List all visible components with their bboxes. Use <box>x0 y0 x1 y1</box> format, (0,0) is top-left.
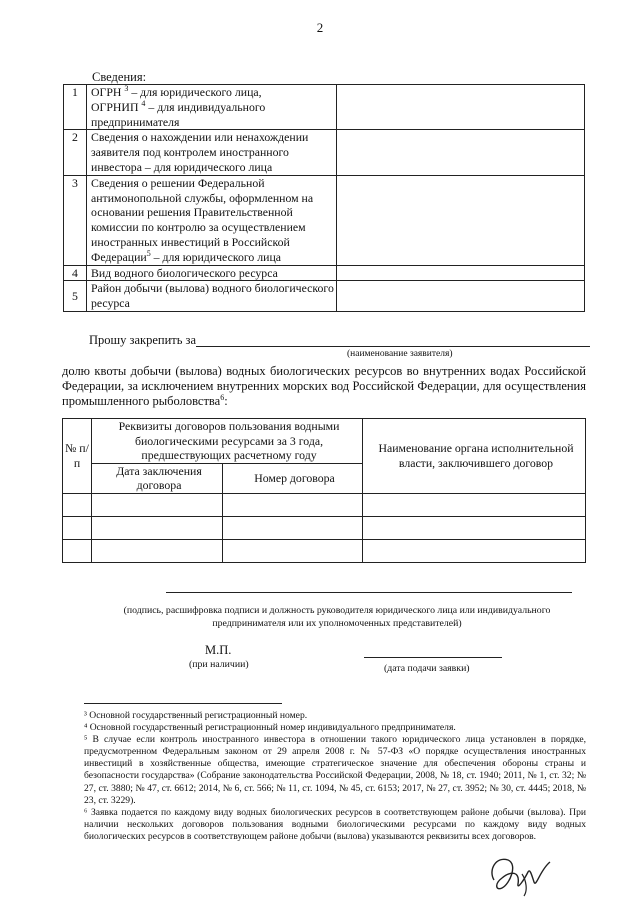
footnote-rule <box>84 703 282 704</box>
row-number: 5 <box>64 281 87 312</box>
mp-label: М.П. <box>205 643 232 657</box>
table-row <box>63 539 586 562</box>
row-value-cell[interactable] <box>337 265 585 281</box>
row-description: Сведения о решении Федеральной антимонопольной службы, оформленном на основании решения Правительственной комиссии по контролю за осуществлением иностранных инвестиций в Российской Федерации$^5$ – для юридического лица <box>87 175 337 265</box>
col-date-header: Дата заключения договора <box>92 463 223 493</box>
footnote: ⁵ В случае если контроль иностранного инвестора в отношении такого юридического лица установлен в порядке, предусмотренном Федеральным законом от 29 апреля 2008 г. № 57-ФЗ «О порядке осуществления иностранных инвестиций в хозяйственные общества, имеющие стратегическое значение для обеспечения обороны страны и безопасности государства» (Собрание законодательства Российской Федерации, 2008, № 18, ст. 1940; 2011, № 1, ст. 32; № 27, ст. 3880; № 47, ст. 6612; 2014, № 6, ст. 566; № 11, ст. 1094, № 45, ст. 6153; 2017, № 27, ст. 3952; № 30, ст. 4445; 2018, № 23, ст. 3229). <box>84 734 586 806</box>
signature-line[interactable] <box>166 592 572 593</box>
row-number: 3 <box>64 175 87 265</box>
table-row <box>64 130 585 175</box>
page-number: 2 <box>316 20 324 35</box>
row-description: Район добычи (вылова) водного биологического ресурса <box>87 281 337 312</box>
row-number: 4 <box>64 265 87 281</box>
applicant-caption: (наименование заявителя) <box>347 349 453 359</box>
applicant-name-field[interactable] <box>196 346 590 347</box>
row-value-cell[interactable] <box>337 281 585 312</box>
svedeniya-label: Сведения: <box>92 70 147 84</box>
info-table <box>63 84 585 312</box>
request-paragraph: долю квоты добычи (вылова) водных биологических ресурсов во внутренних водах Российской Федерации, за исключением внутренних морских вод Российской Федерации, для осуществления промышленного рыболовства$^6$: <box>62 364 586 408</box>
col-number-header: Номер договора <box>223 463 363 493</box>
row-value-cell[interactable] <box>337 175 585 265</box>
request-label: Прошу закрепить за <box>89 333 197 347</box>
row-number: 2 <box>64 130 87 175</box>
mp-caption: (при наличии) <box>189 659 249 670</box>
contracts-table <box>62 418 586 563</box>
row-value-cell[interactable] <box>337 85 585 130</box>
row-description: ОГРН $^3$ – для юридического лица, ОГРНИП $^4$ – для индивидуального предпринимателя <box>87 85 337 130</box>
table-row <box>63 516 586 539</box>
footnote: ⁴ Основной государственный регистрационный номер индивидуального предпринимателя. <box>84 722 456 734</box>
table-row <box>64 265 585 281</box>
footnote: ³ Основной государственный регистрационный номер. <box>84 710 308 721</box>
footnote: ⁶ Заявка подается по каждому виду водных биологических ресурсов в соответствующем районе добычи (вылова). При наличии нескольких договоров пользования водными биологическими ресурсами по каждому виду водных биологических ресурсов в соответствующем районе добычи (вылова) указываются реквизиты всех договоров. <box>84 806 586 842</box>
row-description: Сведения о нахождении или ненахождении заявителя под контролем иностранного инвестора – для юридического лица <box>87 130 337 175</box>
table-row <box>63 493 586 516</box>
col-details-header: Реквизиты договоров пользования водными биологическими ресурсами за 3 года, предшествующих расчетному году <box>92 419 363 464</box>
signature-caption: (подпись, расшифровка подписи и должность руководителя юридического лица или индивидуального предпринимателя или их уполномоченных представителей) <box>123 605 551 629</box>
handwritten-signature <box>484 850 554 898</box>
row-value-cell[interactable] <box>337 130 585 175</box>
date-caption: (дата подачи заявки) <box>384 663 470 674</box>
row-number: 1 <box>64 85 87 130</box>
col-authority-header: Наименование органа исполнительной власти, заключившего договор <box>363 419 586 494</box>
table-row <box>64 281 585 312</box>
table-row <box>64 85 585 130</box>
date-line[interactable] <box>364 657 502 658</box>
row-description: Вид водного биологического ресурса <box>87 265 337 281</box>
table-row <box>64 175 585 265</box>
col-num-header: № п/п <box>63 419 92 494</box>
footnotes <box>84 710 586 843</box>
